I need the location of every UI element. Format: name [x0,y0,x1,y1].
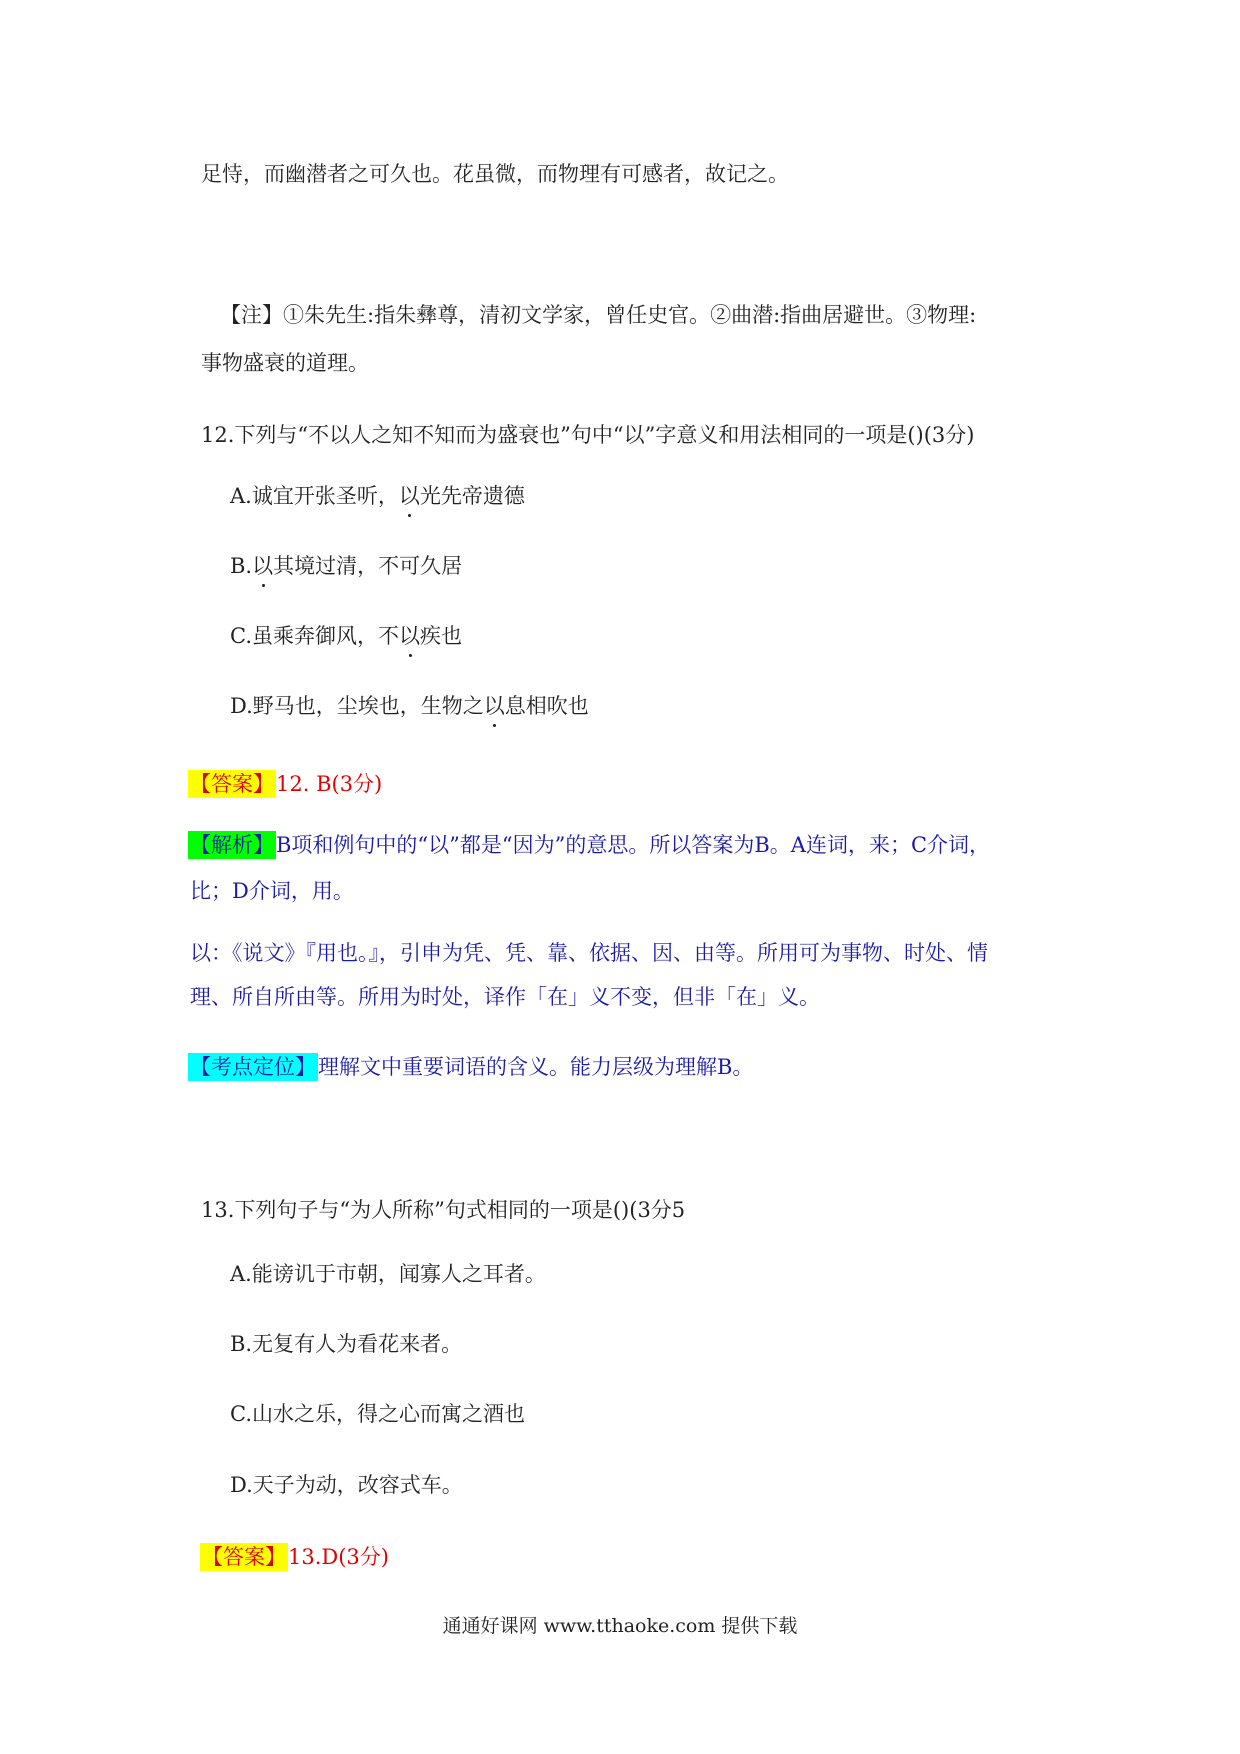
emphasis-character: 以 [398,484,420,508]
note-line-2: 事物盛衰的道理。 [201,351,369,375]
question-12-stem: 12.下列与“不以人之知不知而为盛衰也”句中“以”字意义和用法相同的一项是()(3分) [201,423,975,447]
answer-tag: 【答案】 [202,1545,286,1569]
emphasis-character: 以 [252,554,274,578]
question-12-option-b [230,552,462,580]
option-text: 光先帝遗德 [419,484,525,508]
question-13-option-d: D.天子为动，改容式车。 [230,1473,463,1497]
page-footer: 通通好课网 www.tthaoke.com 提供下载 [442,1615,798,1637]
emphasis-character: 以 [399,624,420,648]
question-12-kaodian [188,1053,753,1081]
question-12-option-d [230,692,589,720]
question-12-answer [188,770,382,798]
answer-tag: 【答案】 [190,772,274,796]
note-line-1: 【注】①朱先生:指朱彝尊，清初文学家，曾任史官。②曲潜:指曲居避世。③物理: [220,303,977,327]
emphasis-character: 以 [483,694,505,718]
passage-end-line: 足恃，而幽潜者之可久也。花虽微，而物理有可感者，故记之。 [201,162,789,186]
kaodian-tag: 【考点定位】 [190,1055,316,1079]
answer-text: 13.D(3分) [288,1545,389,1569]
question-13-answer [200,1543,389,1571]
answer-text: 12. B(3分) [276,772,383,796]
option-text: D.野马也，尘埃也，生物之 [230,694,484,718]
option-text: B. [230,554,253,578]
option-text: C.虽乘奔御风，不 [230,624,399,648]
question-13-stem: 13.下列句子与“为人所称”句式相同的一项是()(3分5 [201,1198,686,1222]
option-text: A.诚宜开张圣听， [230,484,399,508]
option-text: 疾也 [420,624,462,648]
option-text: 息相吹也 [504,694,589,718]
question-12-extra-line-2: 理、所自所由等。所用为时处，译作「在」义不变，但非「在」义。 [190,985,820,1009]
kaodian-text: 理解文中重要词语的含义。能力层级为理解B。 [318,1055,754,1079]
question-12-option-a [230,482,525,510]
question-13-option-c: C.山水之乐，得之心而寓之酒也 [230,1402,525,1426]
option-text: 其境过清，不可久居 [273,554,463,578]
question-12-option-c [230,622,462,650]
analysis-tag: 【解析】 [190,833,274,857]
question-13-option-b: B.无复有人为看花来者。 [230,1332,463,1356]
question-12-extra-line-1: 以：《说文》『用也。』，引申为凭、凭、靠、依据、因、由等。所用可为事物、时处、情 [190,941,988,965]
question-12-analysis-line-2: 比；D介词，用。 [190,879,354,903]
analysis-text: B项和例句中的“以”都是“因为”的意思。所以答案为B。A连词，来；C介词， [276,833,991,857]
question-13-option-a: A.能谤讥于市朝，闻寡人之耳者。 [230,1262,546,1286]
question-12-analysis-line-1 [188,831,990,859]
